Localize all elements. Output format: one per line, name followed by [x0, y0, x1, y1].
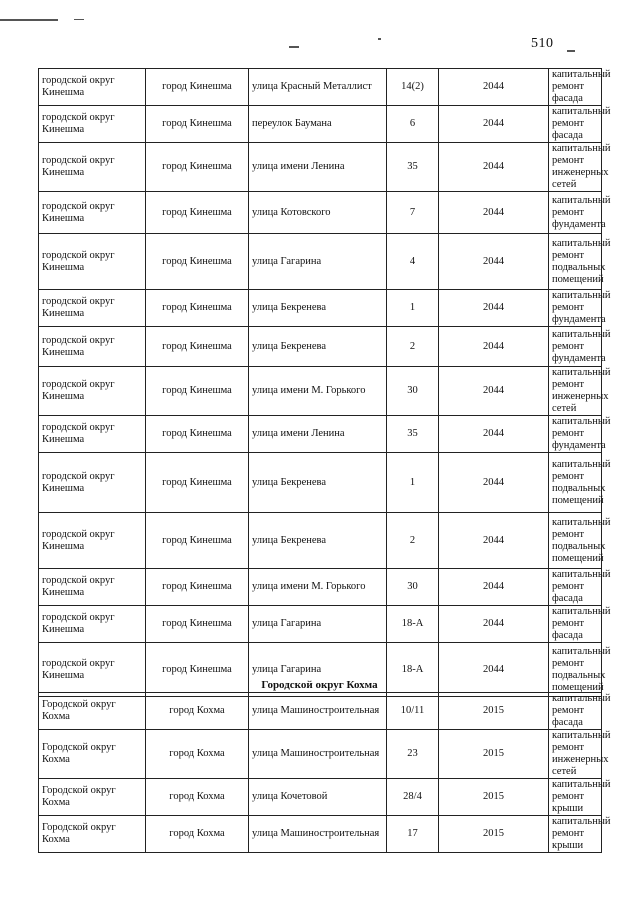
cell-street: улица Бекренева	[249, 513, 387, 569]
cell-house: 10/11	[387, 693, 439, 730]
cell-year: 2044	[439, 327, 549, 367]
table-row	[39, 730, 602, 779]
table-row	[39, 569, 602, 606]
cell-work: капитальный ремонт инженерных сетей	[549, 367, 602, 416]
cell-house: 18-А	[387, 606, 439, 643]
cell-street: улица Бекренева	[249, 327, 387, 367]
cell-municipality: городской округ Кинешма	[39, 606, 146, 643]
cell-house: 28/4	[387, 779, 439, 816]
cell-work: капитальный ремонт инженерных сетей	[549, 143, 602, 192]
cell-work: капитальный ремонт крыши	[549, 779, 602, 816]
cell-city: город Кинешма	[146, 69, 249, 106]
cell-city: город Кинешма	[146, 606, 249, 643]
cell-work: капитальный ремонт фасада	[549, 606, 602, 643]
cell-year: 2044	[439, 513, 549, 569]
table-row	[39, 143, 602, 192]
cell-year: 2044	[439, 643, 549, 697]
cell-street: улица Бекренева	[249, 453, 387, 513]
cell-street: улица имени М. Горького	[249, 569, 387, 606]
cell-work: капитальный ремонт подвальных помещений	[549, 513, 602, 569]
cell-year: 2044	[439, 106, 549, 143]
cell-municipality: городской округ Кинешма	[39, 234, 146, 290]
cell-year: 2015	[439, 730, 549, 779]
scan-mark	[567, 50, 575, 52]
page-number: 510	[531, 36, 554, 51]
cell-city: город Кинешма	[146, 643, 249, 697]
table-row	[39, 327, 602, 367]
cell-municipality: Городской округ Кохма	[39, 693, 146, 730]
cell-city: город Кинешма	[146, 367, 249, 416]
cell-municipality: городской округ Кинешма	[39, 192, 146, 234]
cell-city: город Кохма	[146, 816, 249, 853]
cell-year: 2044	[439, 234, 549, 290]
cell-street: улица имени М. Горького	[249, 367, 387, 416]
cell-work: капитальный ремонт фасада	[549, 69, 602, 106]
cell-work: капитальный ремонт фундамента	[549, 290, 602, 327]
kineshma-table	[38, 68, 611, 697]
cell-house: 35	[387, 416, 439, 453]
table-row	[39, 779, 602, 816]
cell-municipality: городской округ Кинешма	[39, 106, 146, 143]
table-row	[39, 416, 602, 453]
cell-house: 18-А	[387, 643, 439, 697]
cell-year: 2044	[439, 143, 549, 192]
cell-street: улица Машиностроительная	[249, 693, 387, 730]
cell-city: город Кохма	[146, 730, 249, 779]
cell-work: капитальный ремонт фундамента	[549, 416, 602, 453]
table-row	[39, 106, 602, 143]
cell-house: 23	[387, 730, 439, 779]
cell-city: город Кинешма	[146, 106, 249, 143]
table-row	[39, 693, 602, 730]
cell-house: 30	[387, 569, 439, 606]
cell-municipality: Городской округ Кохма	[39, 779, 146, 816]
table-row	[39, 606, 602, 643]
cell-city: город Кинешма	[146, 234, 249, 290]
cell-work: капитальный ремонт фундамента	[549, 327, 602, 367]
cell-house: 4	[387, 234, 439, 290]
cell-street: улица Гагарина	[249, 606, 387, 643]
cell-street: улица Гагарина	[249, 234, 387, 290]
cell-city: город Кинешма	[146, 453, 249, 513]
cell-city: город Кинешма	[146, 143, 249, 192]
cell-work: капитальный ремонт фасада	[549, 693, 602, 730]
cell-house: 1	[387, 453, 439, 513]
scan-mark	[0, 19, 58, 21]
cell-year: 2015	[439, 693, 549, 730]
table-row	[39, 513, 602, 569]
table-row	[39, 69, 602, 106]
cell-street: улица Кочетовой	[249, 779, 387, 816]
cell-city: город Кинешма	[146, 513, 249, 569]
cell-year: 2044	[439, 192, 549, 234]
cell-house: 30	[387, 367, 439, 416]
cell-city: город Кинешма	[146, 416, 249, 453]
cell-street: улица Гагарина	[249, 643, 387, 697]
table-row	[39, 816, 602, 853]
table-row	[39, 234, 602, 290]
cell-work: капитальный ремонт подвальных помещений	[549, 453, 602, 513]
cell-municipality: городской округ Кинешма	[39, 453, 146, 513]
cell-year: 2044	[439, 290, 549, 327]
cell-city: город Кинешма	[146, 327, 249, 367]
cell-year: 2044	[439, 569, 549, 606]
section-title-kokhma: Городской округ Кохма	[261, 679, 378, 691]
cell-street: улица Машиностроительная	[249, 730, 387, 779]
cell-street: улица имени Ленина	[249, 143, 387, 192]
cell-municipality: городской округ Кинешма	[39, 367, 146, 416]
cell-house: 7	[387, 192, 439, 234]
cell-city: город Кохма	[146, 693, 249, 730]
cell-municipality: городской округ Кинешма	[39, 290, 146, 327]
cell-street: улица Машиностроительная	[249, 816, 387, 853]
cell-house: 14(2)	[387, 69, 439, 106]
cell-municipality: городской округ Кинешма	[39, 569, 146, 606]
cell-year: 2044	[439, 69, 549, 106]
cell-city: город Кинешма	[146, 192, 249, 234]
cell-municipality: городской округ Кинешма	[39, 143, 146, 192]
cell-year: 2015	[439, 779, 549, 816]
table-row	[39, 290, 602, 327]
cell-house: 6	[387, 106, 439, 143]
cell-work: капитальный ремонт инженерных сетей	[549, 730, 602, 779]
cell-year: 2044	[439, 367, 549, 416]
cell-municipality: Городской округ Кохма	[39, 816, 146, 853]
cell-house: 35	[387, 143, 439, 192]
cell-municipality: Городской округ Кохма	[39, 730, 146, 779]
cell-municipality: городской округ Кинешма	[39, 69, 146, 106]
cell-year: 2044	[439, 606, 549, 643]
cell-house: 2	[387, 513, 439, 569]
cell-street: улица Бекренева	[249, 290, 387, 327]
cell-house: 17	[387, 816, 439, 853]
scan-mark	[74, 19, 84, 20]
cell-work: капитальный ремонт подвальных помещений	[549, 643, 602, 697]
cell-street: улица Котовского	[249, 192, 387, 234]
cell-work: капитальный ремонт подвальных помещений	[549, 234, 602, 290]
cell-year: 2044	[439, 453, 549, 513]
table-row	[39, 192, 602, 234]
table-row	[39, 367, 602, 416]
cell-city: город Кинешма	[146, 290, 249, 327]
cell-year: 2044	[439, 416, 549, 453]
cell-year: 2015	[439, 816, 549, 853]
cell-work: капитальный ремонт фундамента	[549, 192, 602, 234]
cell-municipality: городской округ Кинешма	[39, 643, 146, 697]
cell-municipality: городской округ Кинешма	[39, 327, 146, 367]
cell-street: улица Красный Металлист	[249, 69, 387, 106]
table-row	[39, 453, 602, 513]
cell-street: улица имени Ленина	[249, 416, 387, 453]
cell-municipality: городской округ Кинешма	[39, 513, 146, 569]
cell-city: город Кохма	[146, 779, 249, 816]
cell-municipality: городской округ Кинешма	[39, 416, 146, 453]
scan-mark	[378, 38, 381, 40]
cell-city: город Кинешма	[146, 569, 249, 606]
kokhma-table	[38, 692, 611, 853]
scan-mark	[289, 46, 299, 48]
cell-house: 1	[387, 290, 439, 327]
cell-street: переулок Баумана	[249, 106, 387, 143]
cell-house: 2	[387, 327, 439, 367]
cell-work: капитальный ремонт фасада	[549, 569, 602, 606]
cell-work: капитальный ремонт крыши	[549, 816, 602, 853]
cell-work: капитальный ремонт фасада	[549, 106, 602, 143]
